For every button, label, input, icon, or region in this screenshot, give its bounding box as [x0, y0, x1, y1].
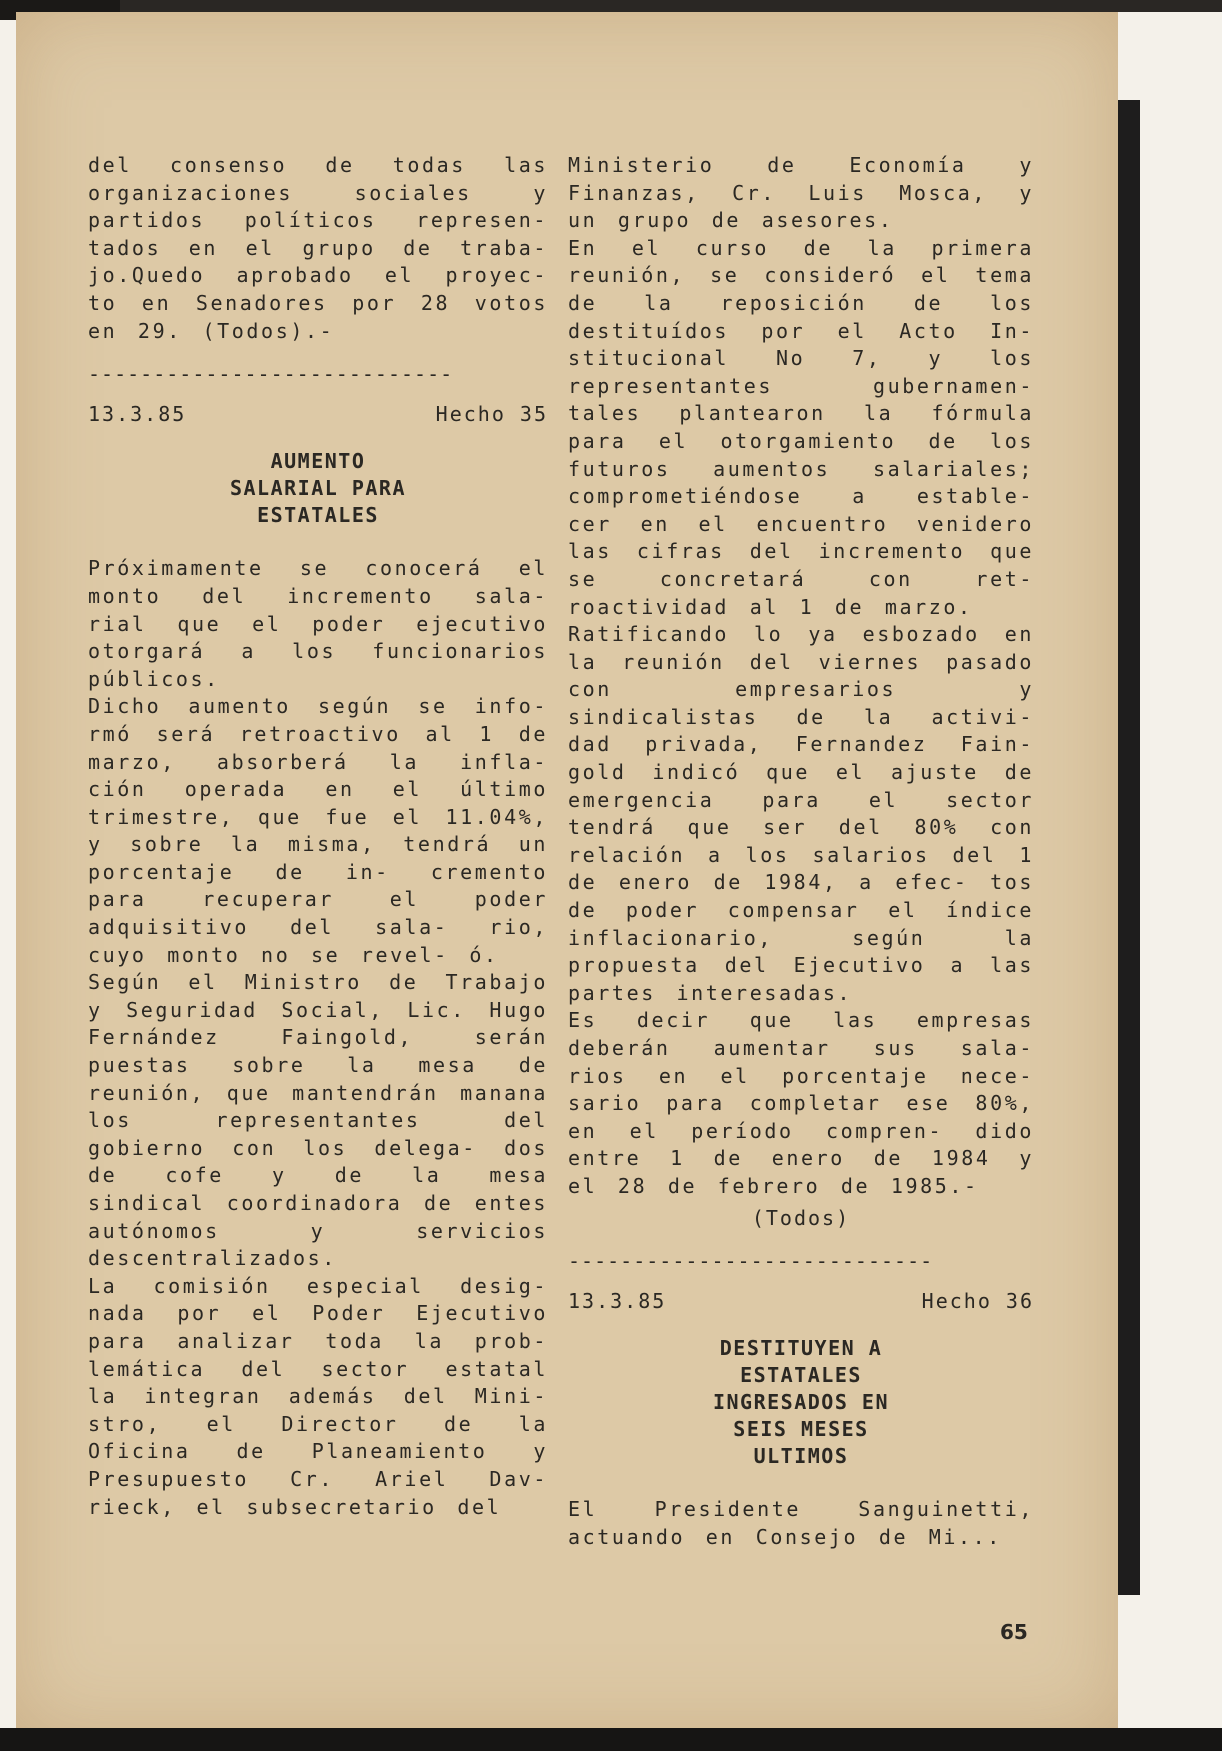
article-36-number: Hecho 36	[921, 1288, 1034, 1313]
headline-line: INGRESADOS EN	[712, 1390, 890, 1415]
left-column	[88, 152, 548, 1521]
headline-line: AUMENTO	[270, 449, 366, 474]
article-35-paragraph: Dicho aumento según se info- rmó será retroactivo al 1 de marzo, absorberá la infla- ción operada en el último trimestre, que fue el 11.04%, y sobre la misma, tendrá un porcentaje de in- cremento para recuperar el poder adquisitivo del sala- rio, cuyo monto no se revel- ó.	[88, 694, 548, 967]
separator-line: ----------------------------	[568, 1249, 934, 1274]
article-35-continued-paragraph: Ratificando lo ya esbozado en la reunión del viernes pasado con empresarios y sindicalistas de la activi- dad privada, Fernandez Fain- gold indicó que el ajuste de emergencia para el sector tendrá que ser del 80% con relación a los salarios del 1 de enero de 1984, a efec- tos de poder compensar el índice inflacionario, según la propuesta del Ejecutivo a las partes interesadas.	[568, 622, 1034, 1005]
article-35-headline	[88, 448, 548, 529]
article-35-continued-paragraph: En el curso de la primera reunión, se consideró el tema de la reposición de los destituídos por el Acto In- stitucional No 7, y los representantes gubernamen- tales plantearon la fórmula para el otorgamiento de los futuros aumentos salariales; comprometiéndose a estable- cer en el encuentro venidero las cifras del incremento que se concretará con ret- roactividad al 1 de marzo.	[568, 235, 1034, 619]
article-35-continued-paragraph: Es decir que las empresas deberán aumentar sus sala- rios en el porcentaje nece- sario para completar ese 80%, en el período compren- dido entre 1 de enero de 1984 y el 28 de febrero de 1985.-	[568, 1008, 1034, 1198]
scan-right-edge	[1118, 100, 1140, 1595]
separator-line: ----------------------------	[88, 362, 454, 387]
headline-line: ULTIMOS	[753, 1444, 849, 1469]
scan-bottom-edge	[0, 1728, 1222, 1751]
article-35-paragraph: La comisión especial desig- nada por el Poder Ejecutivo para analizar toda la prob- lemática del sector estatal la integran además del Mini- stro, el Director de la Oficina de Planeamiento y Presupuesto Cr. Ariel Dav- rieck, el subsecretario del	[88, 1273, 548, 1519]
right-column	[568, 152, 1034, 1552]
article-35-paragraph: Según el Ministro de Trabajo y Seguridad Social, Lic. Hugo Fernández Faingold, serán puestas sobre la mesa de reunión, que mantendrán manana los representantes del gobierno con los delega- dos de cofe y de la mesa sindical coordinadora de entes autónomos y servicios descentralizados.	[88, 970, 548, 1271]
article-35-continued-paragraph: Ministerio de Economía y Finanzas, Cr. Luis Mosca, y un grupo de asesores.	[568, 153, 1034, 233]
intro-paragraph: del consenso de todas las organizaciones sociales y partidos políticos represen- tados en el grupo de traba- jo.Quedo aprobado el proyec- to en Senadores por 28 votos en 29. (Todos).-	[88, 153, 548, 343]
page-number: 65	[1000, 1620, 1028, 1644]
headline-line: ESTATALES	[257, 503, 379, 528]
headline-line: ESTATALES	[740, 1363, 862, 1388]
headline-line: SALARIAL PARA	[229, 476, 407, 501]
article-35-paragraph: Próximamente se conocerá el monto del incremento sala- rial que el poder ejecutivo otorgará a los funcionarios públicos.	[88, 556, 548, 691]
scan-top-edge	[0, 0, 1222, 12]
article-36-date: 13.3.85	[568, 1288, 667, 1313]
article-36-dateline	[568, 1288, 1034, 1316]
source-attribution: (Todos)	[751, 1205, 851, 1230]
headline-line: DESTITUYEN A	[719, 1336, 883, 1361]
headline-line: SEIS MESES	[733, 1417, 869, 1442]
article-35-number: Hecho 35	[435, 401, 548, 426]
article-35-date: 13.3.85	[88, 401, 187, 426]
article-36-headline	[568, 1335, 1034, 1470]
article-36-paragraph: El Presidente Sanguinetti, actuando en Consejo de Mi...	[568, 1497, 1034, 1549]
article-35-dateline	[88, 401, 548, 429]
